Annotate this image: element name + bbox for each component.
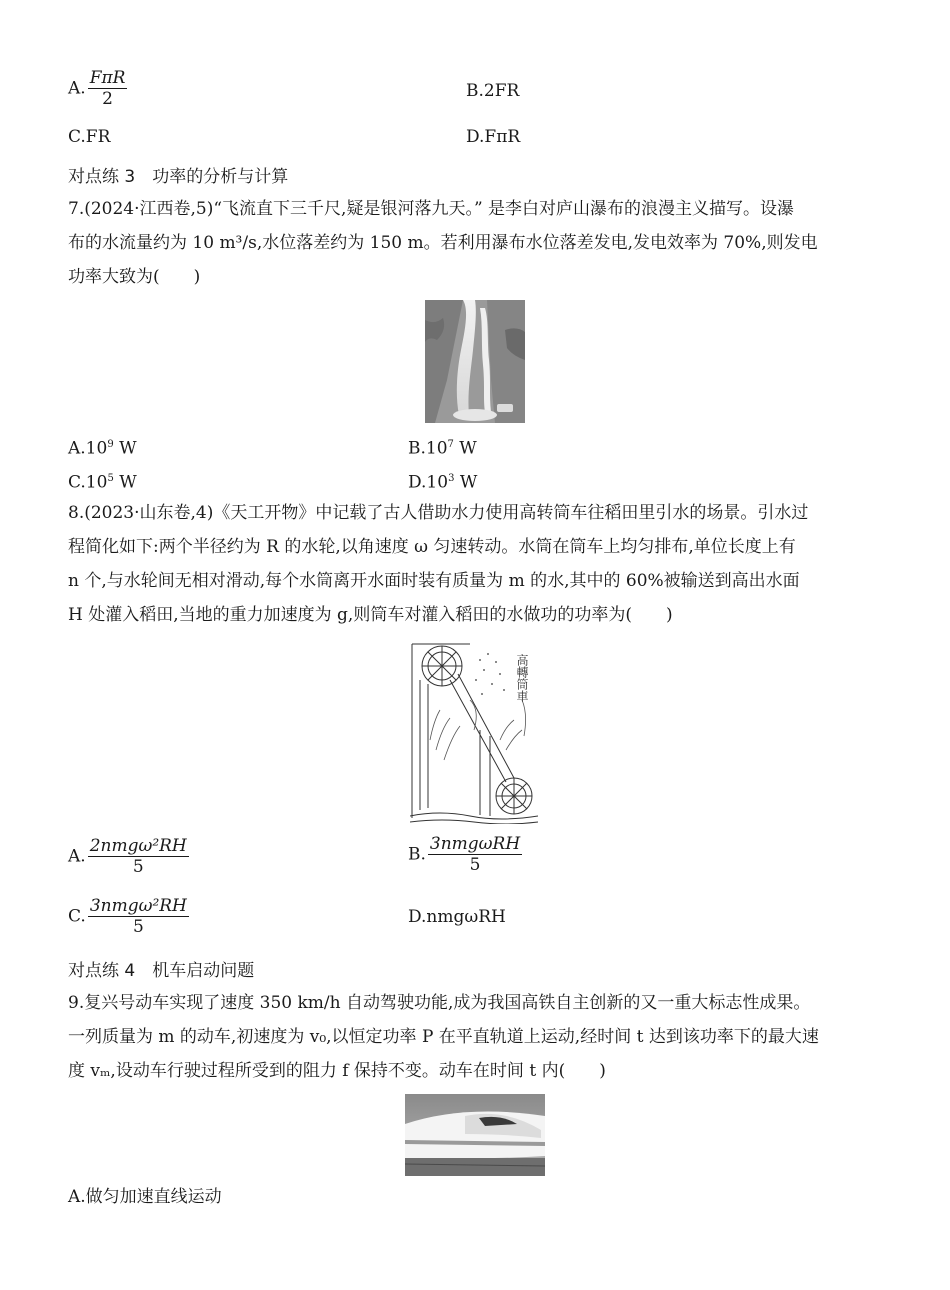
q6-option-b: B.2FR [466,81,520,101]
q8-option-a-numerator: 2nmgω²RH [89,836,187,856]
q9-stem-line-1: 9.复兴号动车实现了速度 350 km/h 自动驾驶功能,成为我国高铁自主创新的又一重大标志性成果。 [68,993,811,1013]
bullet-train-photo [405,1094,545,1176]
waterwheel-illustration [410,640,538,824]
q8-stem-line-2: 程简化如下:两个半径约为 R 的水轮,以角速度 ω 匀速转动。水筒在筒车上均匀排布,单位长度上有 [68,537,796,557]
q7-option-a: $A.10^9$ W [68,438,137,459]
q9-option-a: A.做匀加速直线运动 [68,1187,222,1207]
q6-option-a-numerator: FπR [89,68,126,88]
q8-option-b-fraction [428,834,522,875]
q9-stem-line-2: 一列质量为 m 的动车,初速度为 v₀,以恒定功率 P 在平直轨道上运动,经时间 t 达到该功率下的最大速 [68,1027,819,1047]
waterwheel-woodcut [410,640,538,824]
q8-option-a [68,836,189,877]
q6-option-d: D.FπR [466,127,521,147]
q9-stem-line-3: 度 vₘ,设动车行驶过程所受到的阻力 f 保持不变。动车在时间 t 内( ) [68,1061,606,1081]
q6-option-a-fraction [88,68,128,109]
q8-option-d: D.nmgωRH [408,907,506,927]
q8-option-b-numerator: 3nmgωRH [429,834,521,854]
q8-option-c-fraction [88,896,189,937]
q8-option-b [408,834,522,875]
q8-option-a-denominator: 5 [132,857,144,877]
q8-option-b-denominator: 5 [469,855,481,875]
section-3-heading: 对点练 3 功率的分析与计算 [68,167,289,187]
q7-option-c: $C.10^5$ W [68,472,137,493]
q8-option-c-denominator: 5 [132,917,144,937]
q8-option-b-label: B. [408,844,426,865]
q8-option-c-numerator: 3nmgω²RH [89,896,187,916]
waterfall-photo [425,300,525,423]
q8-option-a-label: A. [68,846,86,867]
q7-stem-line-1: 7.(2024·江西卷,5)“飞流直下三千尺,疑是银河落九天。” 是李白对庐山瀑布的浪漫主义描写。设瀑 [68,199,795,219]
q8-option-a-fraction [88,836,189,877]
waterwheel-caption: 高轉筒車 [515,654,529,702]
q8-option-c-label: C. [68,906,86,927]
q8-option-c [68,896,189,937]
q6-option-a-denominator: 2 [102,89,113,109]
q8-stem-line-1: 8.(2023·山东卷,4)《天工开物》中记载了古人借助水力使用高转筒车往稻田里引水的场景。引水过 [68,503,809,523]
q6-option-a-label: A. [68,78,86,99]
bullet-train-illustration [405,1094,545,1176]
waterfall-illustration [425,300,525,423]
q8-stem-line-4: H 处灌入稻田,当地的重力加速度为 g,则筒车对灌入稻田的水做功的功率为( ) [68,605,673,625]
q6-option-c: C.FR [68,127,111,147]
q8-stem-line-3: n 个,与水轮间无相对滑动,每个水筒离开水面时装有质量为 m 的水,其中的 60%被输送到高出水面 [68,571,800,591]
section-4-heading: 对点练 4 机车启动问题 [68,961,255,981]
q7-stem-line-2: 布的水流量约为 10 m³/s,水位落差约为 150 m。若利用瀑布水位落差发电,发电效率为 70%,则发电 [68,233,818,253]
q6-option-a [68,68,127,109]
q7-stem-line-3: 功率大致为( ) [68,267,201,287]
q7-option-b: $B.10^7$ W [408,438,477,459]
q7-option-d: $D.10^3$ W [408,472,478,493]
